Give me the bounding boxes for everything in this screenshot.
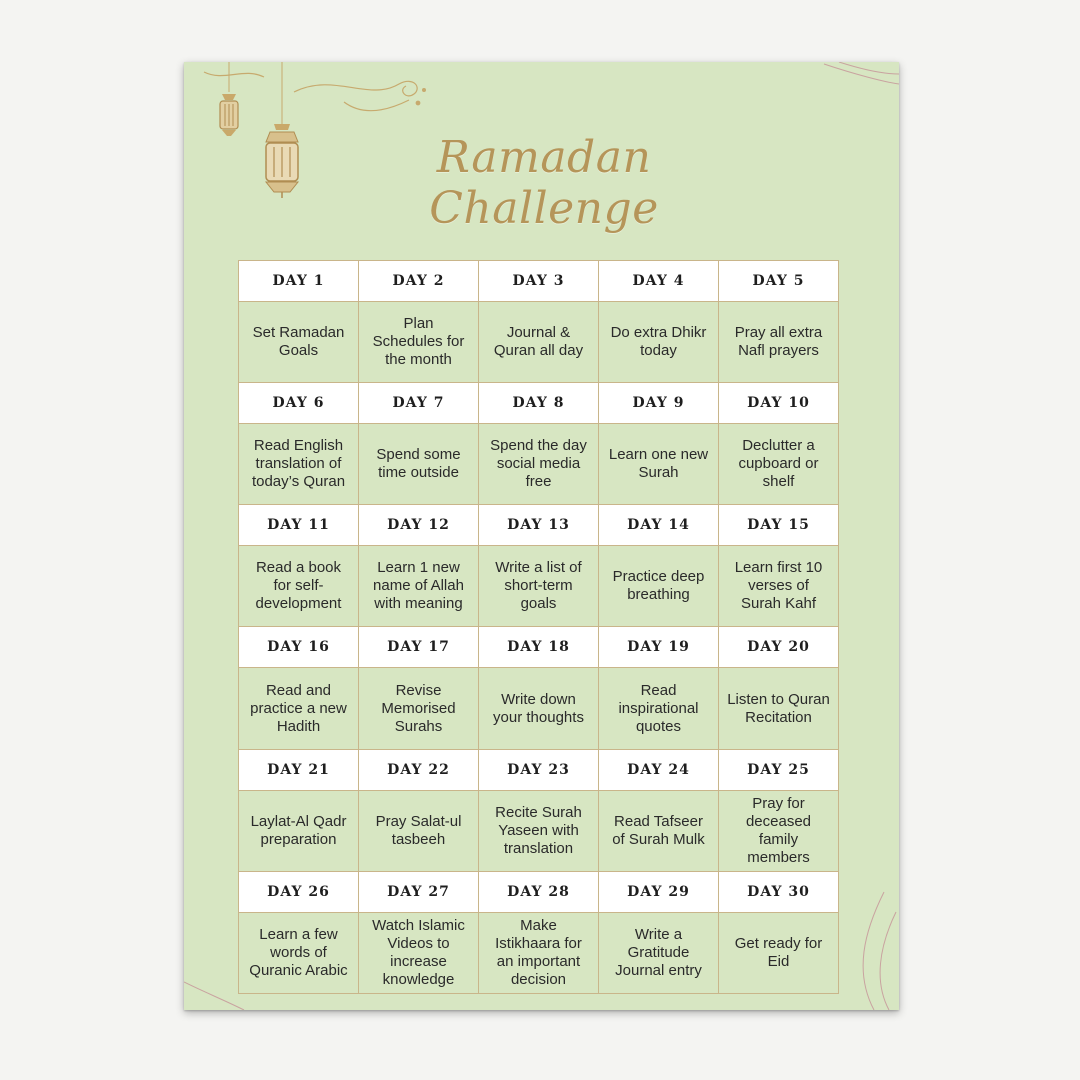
day-label: DAY 2 [359,261,478,302]
day-task: Read Tafseer of Surah Mulk [612,812,705,848]
corner-lines [184,982,244,1010]
day-label: DAY 24 [599,750,718,791]
day-cell [239,872,359,994]
day-cell [479,750,599,872]
day-label: DAY 28 [479,872,598,913]
day-cell [239,505,359,627]
day-task: Set Ramadan Goals [252,324,345,360]
day-task: Read and practice a new Hadith [250,681,347,735]
day-task: Write down your thoughts [493,690,584,726]
day-task: Watch Islamic Videos to increase knowledge [372,916,465,988]
day-cell [479,505,599,627]
day-label: DAY 7 [359,383,478,424]
day-cell [239,261,359,383]
day-label: DAY 4 [599,261,718,302]
day-cell [719,750,839,872]
day-label: DAY 3 [479,261,598,302]
day-task: Listen to Quran Recitation [727,690,830,726]
day-task: Pray for deceased family members [745,794,812,866]
day-cell [719,505,839,627]
day-cell [719,627,839,749]
day-cell [599,872,719,994]
corner-lines [863,892,896,1010]
page-title: Ramadan Challenge [429,132,659,234]
day-label: DAY 27 [359,872,478,913]
lantern-icon [220,62,238,136]
day-label: DAY 20 [719,627,838,668]
day-label: DAY 1 [239,261,358,302]
day-cell [359,505,479,627]
day-cell [599,627,719,749]
day-cell [599,383,719,505]
day-cell [719,261,839,383]
day-task: Make Istikhaara for an important decision [495,916,582,988]
day-label: DAY 12 [359,505,478,546]
day-task: Declutter a cupboard or shelf [738,437,819,491]
day-task: Revise Memorised Surahs [381,681,456,735]
day-cell [479,383,599,505]
day-cell [359,261,479,383]
day-label: DAY 16 [239,627,358,668]
day-cell [239,383,359,505]
day-label: DAY 17 [359,627,478,668]
day-task: Journal & Quran all day [493,324,584,360]
day-cell [479,261,599,383]
day-label: DAY 13 [479,505,598,546]
day-cell [479,872,599,994]
day-label: DAY 19 [599,627,718,668]
day-cell [719,872,839,994]
day-label: DAY 11 [239,505,358,546]
day-cell [359,872,479,994]
day-task: Plan Schedules for the month [372,315,465,369]
day-cell [599,505,719,627]
day-label: DAY 9 [599,383,718,424]
day-task: Read inspirational quotes [618,681,699,735]
day-task: Learn a few words of Quranic Arabic [249,925,348,979]
day-label: DAY 8 [479,383,598,424]
day-task: Pray Salat-ul tasbeeh [375,812,462,848]
day-label: DAY 30 [719,872,838,913]
day-label: DAY 21 [239,750,358,791]
day-task: Learn 1 new name of Allah with meaning [373,559,464,613]
corner-lines [824,62,899,84]
swirl-ornament [204,72,425,111]
day-label: DAY 22 [359,750,478,791]
day-task: Read English translation of today’s Quran [251,437,346,491]
challenge-sheet [184,62,899,1010]
day-label: DAY 23 [479,750,598,791]
day-cell [719,383,839,505]
day-cell [599,750,719,872]
day-cell [239,627,359,749]
lantern-icon [266,62,298,198]
day-label: DAY 26 [239,872,358,913]
day-label: DAY 25 [719,750,838,791]
day-task: Spend some time outside [376,446,461,482]
challenge-grid [238,260,839,994]
day-cell [239,750,359,872]
day-task: Write a list of short-term goals [495,559,582,613]
day-cell [359,750,479,872]
day-task: Practice deep breathing [612,568,705,604]
day-label: DAY 14 [599,505,718,546]
day-label: DAY 15 [719,505,838,546]
day-cell [359,383,479,505]
day-label: DAY 5 [719,261,838,302]
day-task: Learn first 10 verses of Surah Kahf [734,559,823,613]
day-task: Recite Surah Yaseen with translation [495,803,582,857]
day-label: DAY 6 [239,383,358,424]
day-task: Spend the day social media free [490,437,587,491]
day-label: DAY 18 [479,627,598,668]
day-cell [599,261,719,383]
day-task: Read a book for self-development [255,559,342,613]
day-task: Pray all extra Nafl prayers [734,324,823,360]
day-task: Write a Gratitude Journal entry [615,925,702,979]
day-cell [479,627,599,749]
day-task: Do extra Dhikr today [610,324,707,360]
day-task: Get ready for Eid [734,934,823,970]
day-cell [359,627,479,749]
day-label: DAY 10 [719,383,838,424]
day-task: Learn one new Surah [608,446,709,482]
day-label: DAY 29 [599,872,718,913]
day-task: Laylat-Al Qadr preparation [250,812,347,848]
